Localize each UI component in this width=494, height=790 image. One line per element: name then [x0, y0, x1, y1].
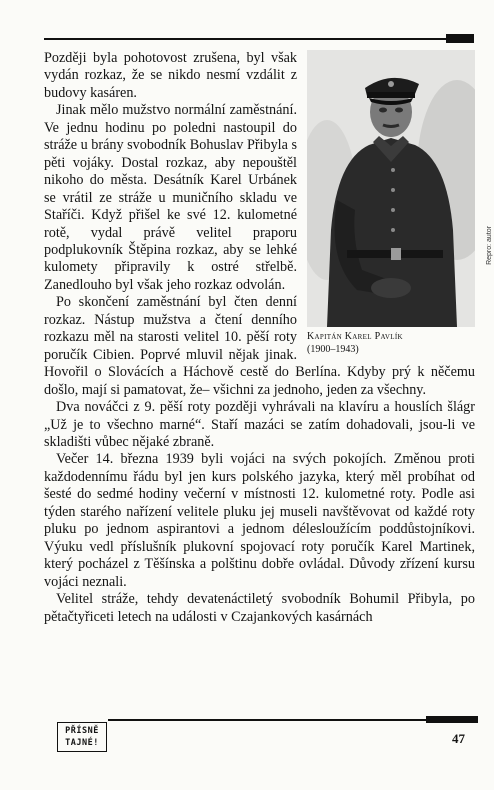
prisne-tajne-stamp	[57, 722, 107, 752]
caption-years: (1900–1943)	[307, 344, 359, 355]
photo-caption	[307, 330, 475, 356]
bottom-rule	[108, 719, 478, 721]
paragraph-1: Později byla pohotovost zrušena, byl však vydán rozkaz, že se nikdo nesmí vzdálit z budovy kasáren.	[44, 50, 297, 101]
paragraph-5: Večer 14. března 1939 byli vojáci na svých pokojích. Změnou proti každodennímu řádu byl jen kurs polského jazyka, který měl probíhat od šesté do sedmé hodiny večerní v místnosti 12. kulometné roty. Podle asi týden starého nařízení velitele pluku jej museli navštěvovat od každé roty pluku po jednom aspirantovi a jednom délesloužícím poddůstojníkovi. Výuku vedl příslušník plukovní spojovací roty poručík Karel Martinek, který pocházel z Těšínska a polštinu dobře ovládal. Důvody zřízení kursu vojáci neznali.	[44, 451, 475, 590]
stamp-line-1: PŘÍSNĚ	[65, 726, 99, 736]
page-number: 47	[452, 731, 465, 746]
bottom-rule-block	[426, 716, 478, 723]
portrait-photo	[307, 50, 493, 327]
photo-credit: Repro: autor	[486, 226, 493, 265]
top-rule-block	[446, 34, 474, 43]
paragraph-2: Jinak mělo mužstvo normální zaměstnání. Ve jednu hodinu po poledni nastoupil do stráže u brány svobodník Bohuslav Přibyla s pěti vojáky. Dostal rozkaz, aby nepouštěl nikoho do města. Desátník Karel Urbánek se vrátil ze stráže u muničního skladu ve Staříči. Když přišel ke své 12. kulometné rotě, vydal právě velitel praporu podplukovník Štěpina rozkaz, aby se lehké kulomety připravily k ostré střelbě. Zanedlouho byl však jeho rozkaz odvolán.	[44, 102, 297, 293]
stamp-line-2: TAJNÉ!	[65, 738, 99, 748]
caption-name: Kapitán Karel Pavlík	[307, 331, 403, 342]
body-text	[44, 50, 493, 626]
officer-portrait-image	[307, 50, 475, 327]
paragraph-6: Velitel stráže, tehdy devatenáctiletý svobodník Bohumil Přibyla, po pětačtyřiceti letech na události v Czajankových kasárnách	[44, 591, 475, 625]
top-rule	[44, 38, 474, 40]
paragraph-3: Po skončení zaměstnání byl čten denní rozkaz. Nástup mužstva a čtení denního rozkazu měl na starosti velitel 10. pěší roty poručík Cibien. Poprvé mluvil nějak jinak. Hovořil o Slovácích a Háchově cestě do Berlína. Kdyby prý k něčemu došlo, mají si pamatovat, že– všichni za jednoho, jeden za všechny.	[44, 294, 475, 398]
paragraph-4: Dva nováčci z 9. pěší roty později vyhrávali na klavíru a houslích šlágr „Už je to všechno marné“. Staří mazáci se zatím dohadovali, jsou-li ve skladišti vůbec nějaké zbraně.	[44, 399, 475, 450]
